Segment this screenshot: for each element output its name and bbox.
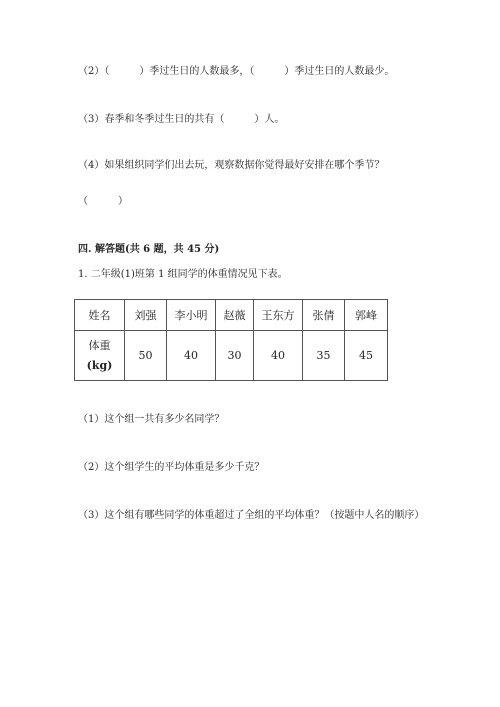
table-cell-name: 郭峰 <box>345 300 388 331</box>
table-cell-weight: 35 <box>303 331 345 381</box>
table-cell-weight: 30 <box>216 331 254 381</box>
sub-question-3: （3）这个组有哪些同学的体重超过了全组的平均体重？（按题中人名的顺序） <box>78 510 425 521</box>
problem-1-intro: 1. 二年级(1)班第 1 组同学的体重情况见下表。 <box>78 269 288 280</box>
question-4-answer-blank: （ ） <box>78 196 128 207</box>
weight-table <box>74 299 388 381</box>
table-cell-weight: 50 <box>125 331 167 381</box>
sub-question-2: （2）这个组学生的平均体重是多少千克？ <box>78 462 265 473</box>
question-4: （4）如果组织同学们出去玩，观察数据你觉得最好安排在哪个季节？ <box>78 160 385 171</box>
question-3: （3）春季和冬季过生日的共有（ ）人。 <box>78 114 285 125</box>
table-cell-weight: 40 <box>167 331 216 381</box>
table-row <box>75 300 388 331</box>
question-2: （2）（ ）季过生日的人数最多，（ ）季过生日的人数最少。 <box>78 66 395 77</box>
table-cell-name: 张倩 <box>303 300 345 331</box>
table-cell-weight: 45 <box>345 331 388 381</box>
table-row <box>75 331 388 381</box>
table-cell-name: 李小明 <box>167 300 216 331</box>
table-cell-name: 王东方 <box>254 300 303 331</box>
section-heading: 四. 解答题(共 6 题，共 45 分) <box>78 244 220 255</box>
sub-question-1: （1）这个组一共有多少名同学？ <box>78 414 225 425</box>
table-cell-name: 刘强 <box>125 300 167 331</box>
table-row-label <box>75 331 125 381</box>
row-label-weight: 体重 <box>88 338 111 352</box>
table-cell-name: 赵薇 <box>216 300 254 331</box>
table-cell-weight: 40 <box>254 331 303 381</box>
row-label-unit: (kg) <box>86 358 113 372</box>
table-header-label: 姓名 <box>75 300 125 331</box>
